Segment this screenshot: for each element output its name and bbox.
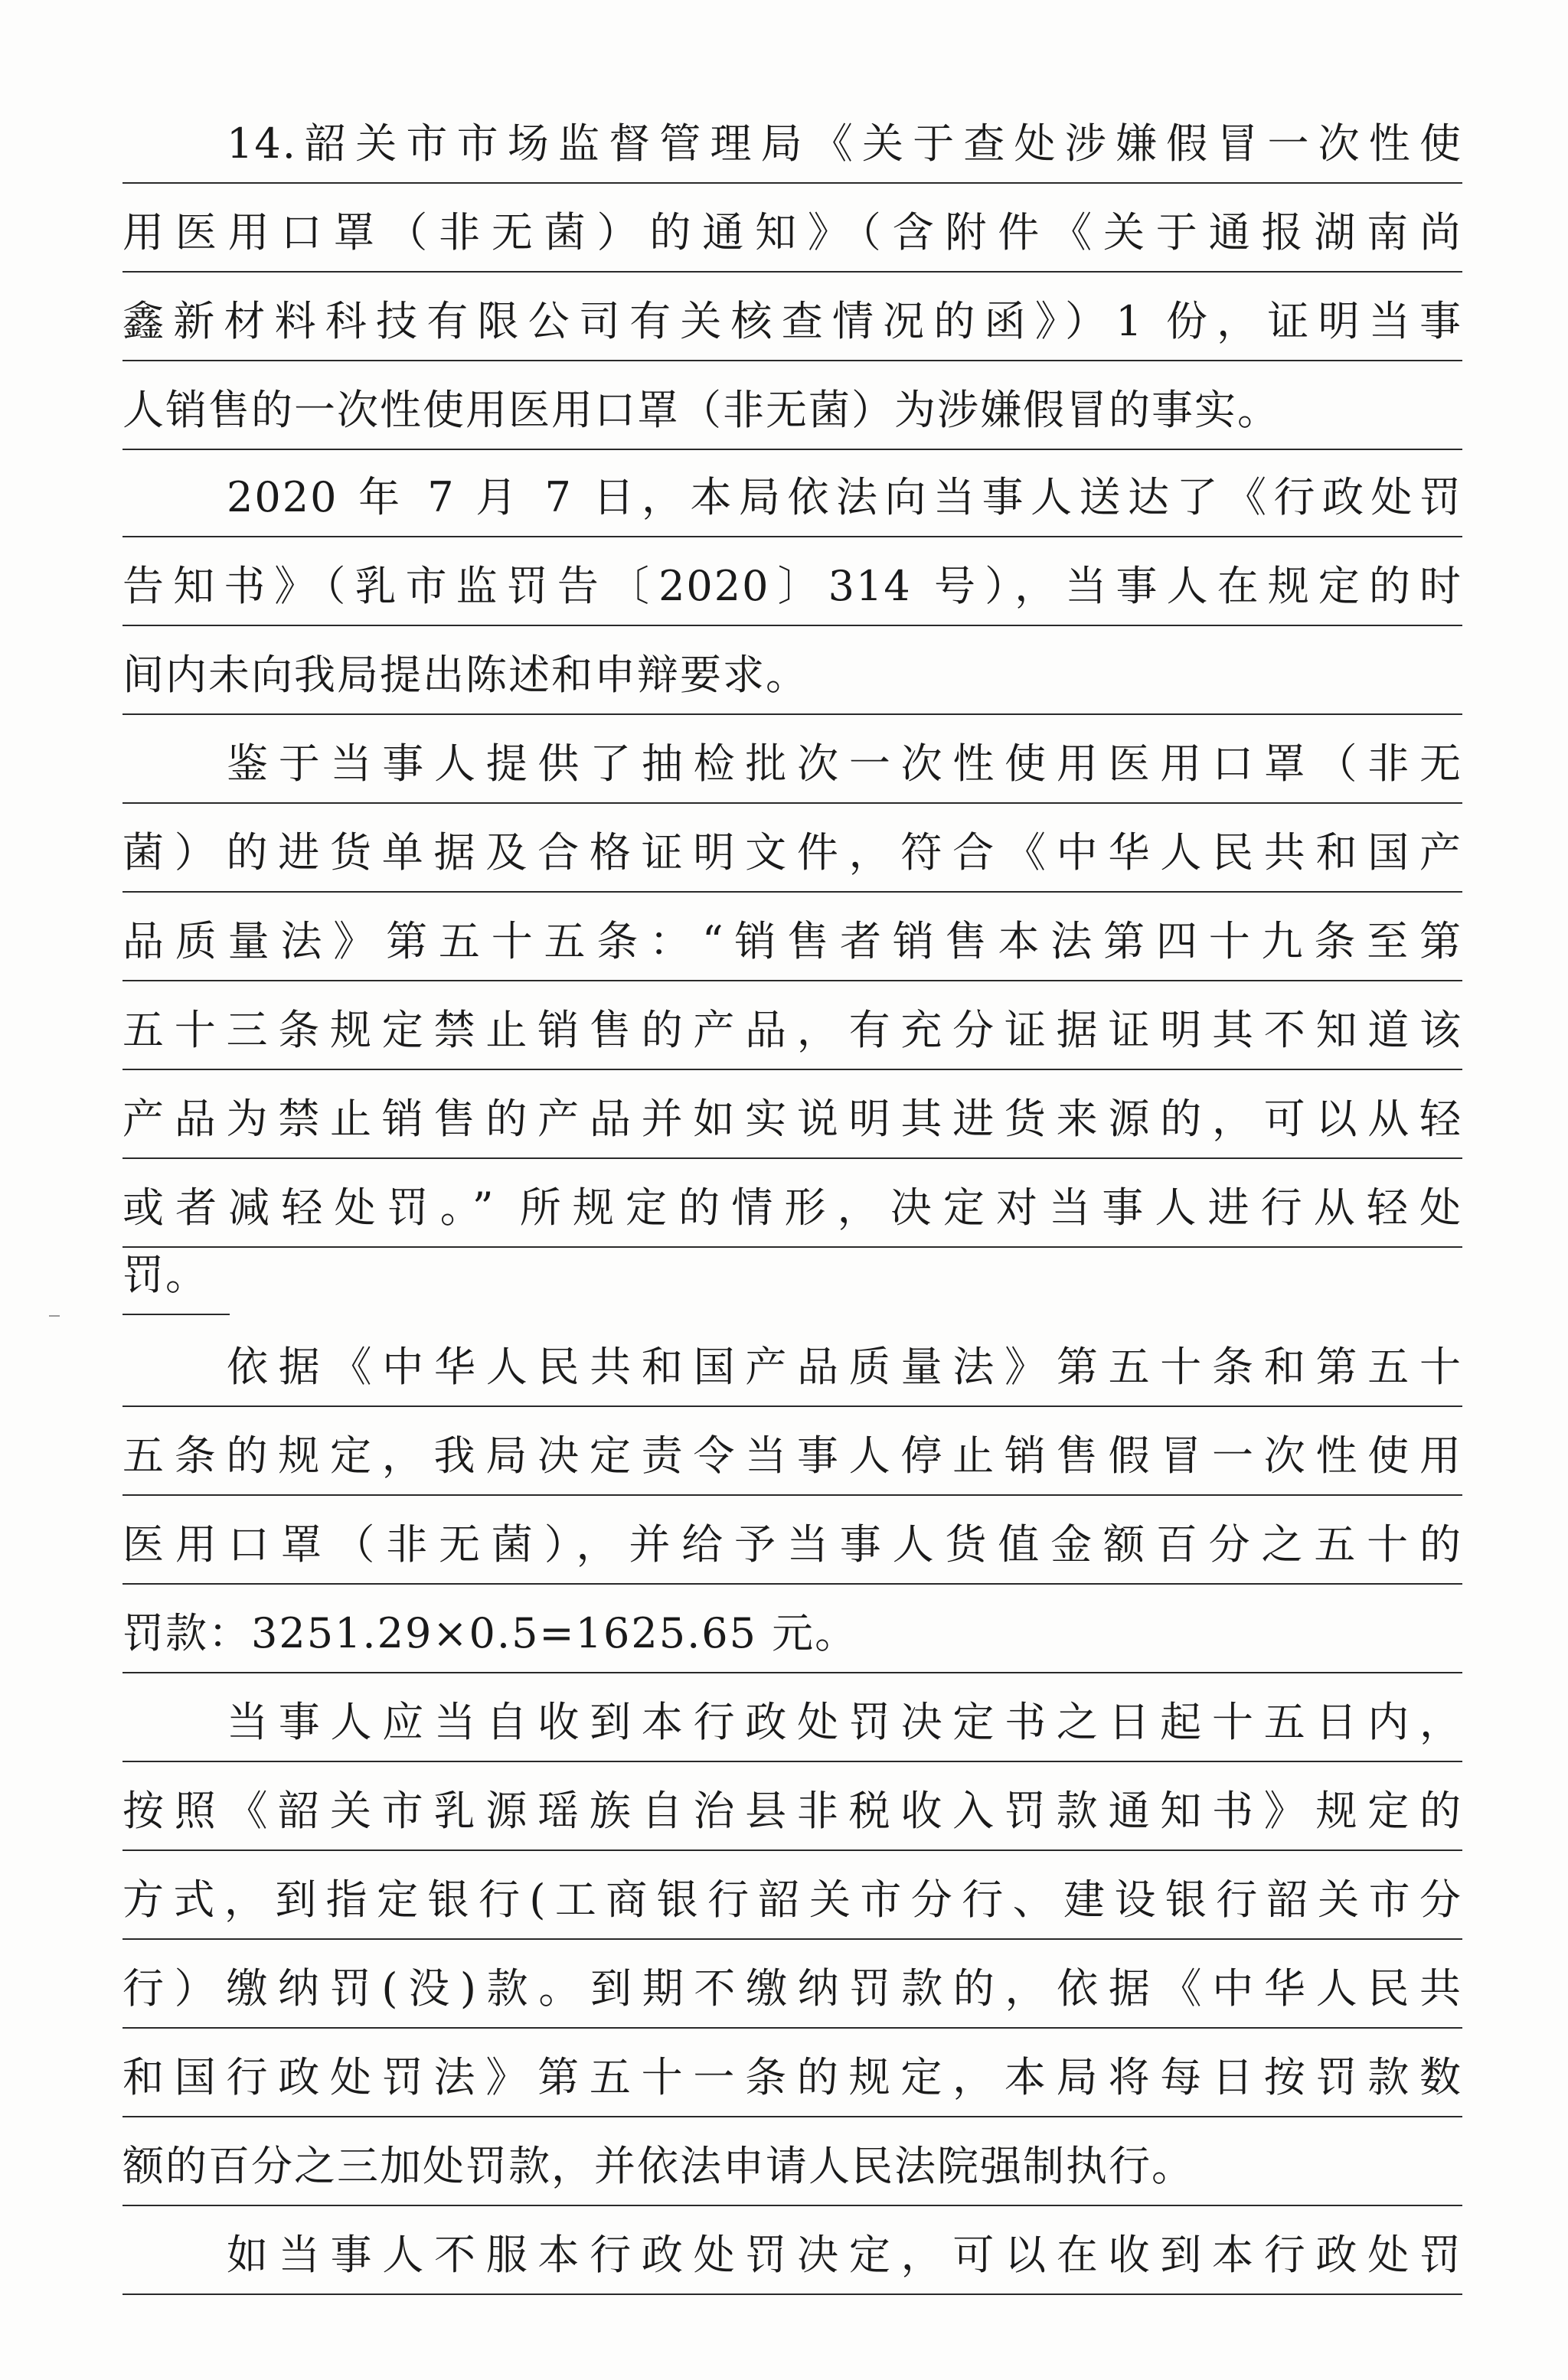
text-line: 14.韶关市市场监督管理局《关于查处涉嫌假冒一次性使 bbox=[122, 106, 1462, 184]
text-line: 鉴于当事人提供了抽检批次一次性使用医用口罩（非无 bbox=[122, 726, 1462, 804]
text-line: 医用口罩（非无菌），并给予当事人货值金额百分之五十的 bbox=[122, 1507, 1462, 1585]
text-line: 五十三条规定禁止销售的产品，有充分证据证明其不知道该 bbox=[122, 992, 1462, 1070]
text-line: 五条的规定，我局决定责令当事人停止销售假冒一次性使用 bbox=[122, 1418, 1462, 1496]
text-line: 行）缴纳罚(没)款。到期不缴纳罚款的，依据《中华人民共 bbox=[122, 1951, 1462, 2029]
text-line: 如当事人不服本行政处罚决定，可以在收到本行政处罚 bbox=[122, 2217, 1462, 2295]
text-line: 罚。 bbox=[122, 1237, 230, 1315]
text-line: 或者减轻处罚。” 所规定的情形，决定对当事人进行从轻处 bbox=[122, 1170, 1462, 1248]
text-line: 和国行政处罚法》第五十一条的规定，本局将每日按罚款数 bbox=[122, 2039, 1462, 2117]
text-line: 用医用口罩（非无菌）的通知》（含附件《关于通报湖南尚 bbox=[122, 194, 1462, 273]
text-line: 依据《中华人民共和国产品质量法》第五十条和第五十 bbox=[122, 1329, 1462, 1407]
text-line: 人销售的一次性使用医用口罩（非无菌）为涉嫌假冒的事实。 bbox=[122, 372, 1462, 450]
text-line: 按照《韶关市乳源瑶族自治县非税收入罚款通知书》规定的 bbox=[122, 1773, 1462, 1851]
text-line: 品质量法》第五十五条：“销售者销售本法第四十九条至第 bbox=[122, 903, 1462, 981]
text-line: 产品为禁止销售的产品并如实说明其进货来源的，可以从轻 bbox=[122, 1081, 1462, 1159]
text-line: 罚款：3251.29×0.5=1625.65 元。 bbox=[122, 1595, 1462, 1673]
margin-mark bbox=[49, 1315, 60, 1317]
text-line: 间内未向我局提出陈述和申辩要求。 bbox=[122, 637, 1462, 715]
text-line: 菌）的进货单据及合格证明文件，符合《中华人民共和国产 bbox=[122, 815, 1462, 893]
text-line: 2020 年 7 月 7 日，本局依法向当事人送达了《行政处罚 bbox=[122, 459, 1462, 537]
text-line: 鑫新材料科技有限公司有关核查情况的函》）1 份，证明当事 bbox=[122, 283, 1462, 361]
text-line: 额的百分之三加处罚款，并依法申请人民法院强制执行。 bbox=[122, 2128, 1462, 2206]
text-line: 当事人应当自收到本行政处罚决定书之日起十五日内， bbox=[122, 1684, 1462, 1762]
text-line: 方式，到指定银行(工商银行韶关市分行、建设银行韶关市分 bbox=[122, 1862, 1462, 1940]
text-line: 告知书》（乳市监罚告〔2020〕314 号），当事人在规定的时 bbox=[122, 548, 1462, 626]
